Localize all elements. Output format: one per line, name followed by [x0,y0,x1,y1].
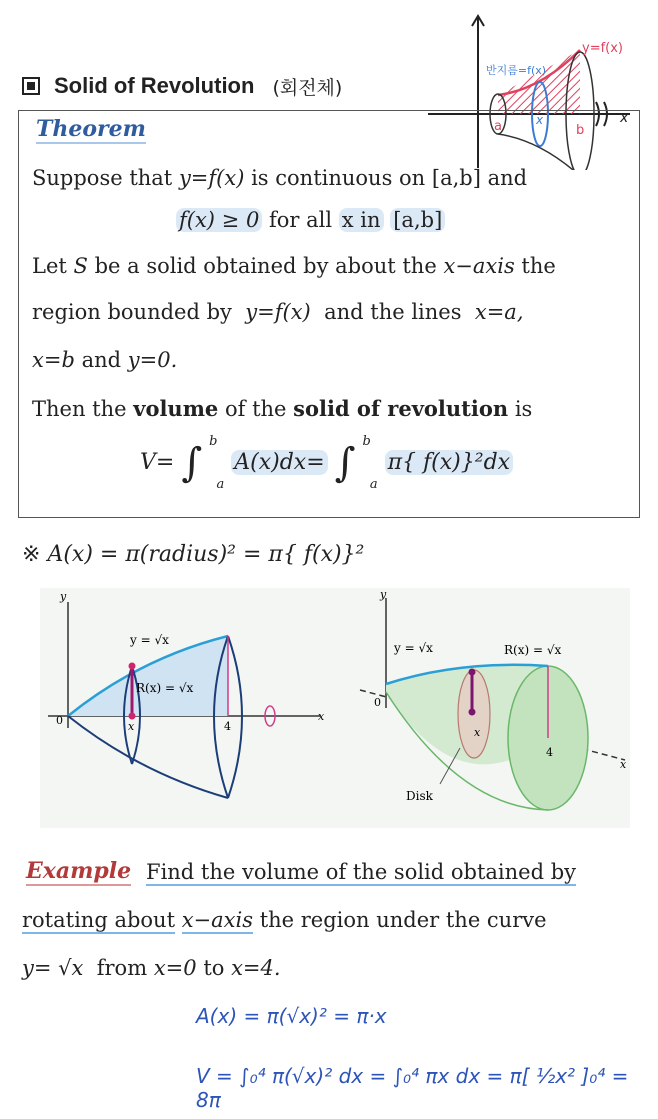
theorem-line-6: Then the volume of the solid of revolution is [32,396,533,421]
svg-text:y: y [60,590,67,603]
sketch-x-label: x [620,110,629,126]
volume-formula: V= ∫ $^b$ $_a$ A(x)dx= ∫ $^b$ $_a$ π{ f(x)}²dx [140,440,513,486]
sketch-b-label: b [576,123,585,138]
svg-text:4: 4 [224,720,231,733]
theorem-line-1: Suppose that y=f(x) is continuous on [a,b] and [32,166,528,190]
example-line-1: Find the volume of the solid obtained by [146,860,577,884]
svg-text:x: x [474,726,481,739]
theorem-line-3: Let S be a solid obtained by about the x−axis the [32,254,556,278]
solid-figure [40,588,630,828]
section-title: Solid of Revolution [54,73,255,98]
reference-mark: ※ [22,542,41,567]
svg-text:y = √x: y = √x [394,641,433,655]
svg-text:x: x [128,720,135,733]
example-line-2: rotating about x−axis the region under the curve [22,908,547,932]
radius-note: ※ A(x) = π(radius)² = π{ f(x)}² [22,542,365,567]
svg-text:R(x) = √x: R(x) = √x [504,643,562,657]
sketch-a-label: a [494,119,502,134]
work-line-2: V = ∫₀⁴ π(√x)² dx = ∫₀⁴ πx dx = π[ ½x² ]₀⁴ = 8π [196,1064,629,1112]
theorem-line-5: x=b and y=0. [32,348,178,372]
svg-text:Disk: Disk [406,789,433,803]
section-bullet-icon [22,77,40,95]
svg-text:0: 0 [56,714,63,727]
svg-text:R(x) = √x: R(x) = √x [136,681,194,695]
work-line-1: A(x) = π(√x)² = π·x [196,1004,387,1028]
section-title-row [22,70,342,102]
example-label: Example [26,858,132,884]
svg-text:0: 0 [374,696,381,709]
svg-text:x: x [620,758,627,771]
theorem-line-4: region bounded by y=f(x) and the lines x=a, [32,300,524,324]
svg-text:y = √x: y = √x [130,633,169,647]
svg-text:x: x [318,710,325,723]
sketch-radius-label: 반지름=f(x) [486,64,547,77]
svg-text:y: y [380,588,387,601]
theorem-label: Theorem [36,116,146,142]
theorem-line-2: f(x) ≥ 0 for all x in [a,b] [176,208,445,232]
example-line-3: y= √x from x=0 to x=4. [22,956,281,980]
svg-text:4: 4 [546,746,553,759]
section-title-note: (회전체) [272,76,343,99]
sketch-curve-label: y=f(x) [582,41,623,56]
sketch-mid-label: x [536,113,544,127]
